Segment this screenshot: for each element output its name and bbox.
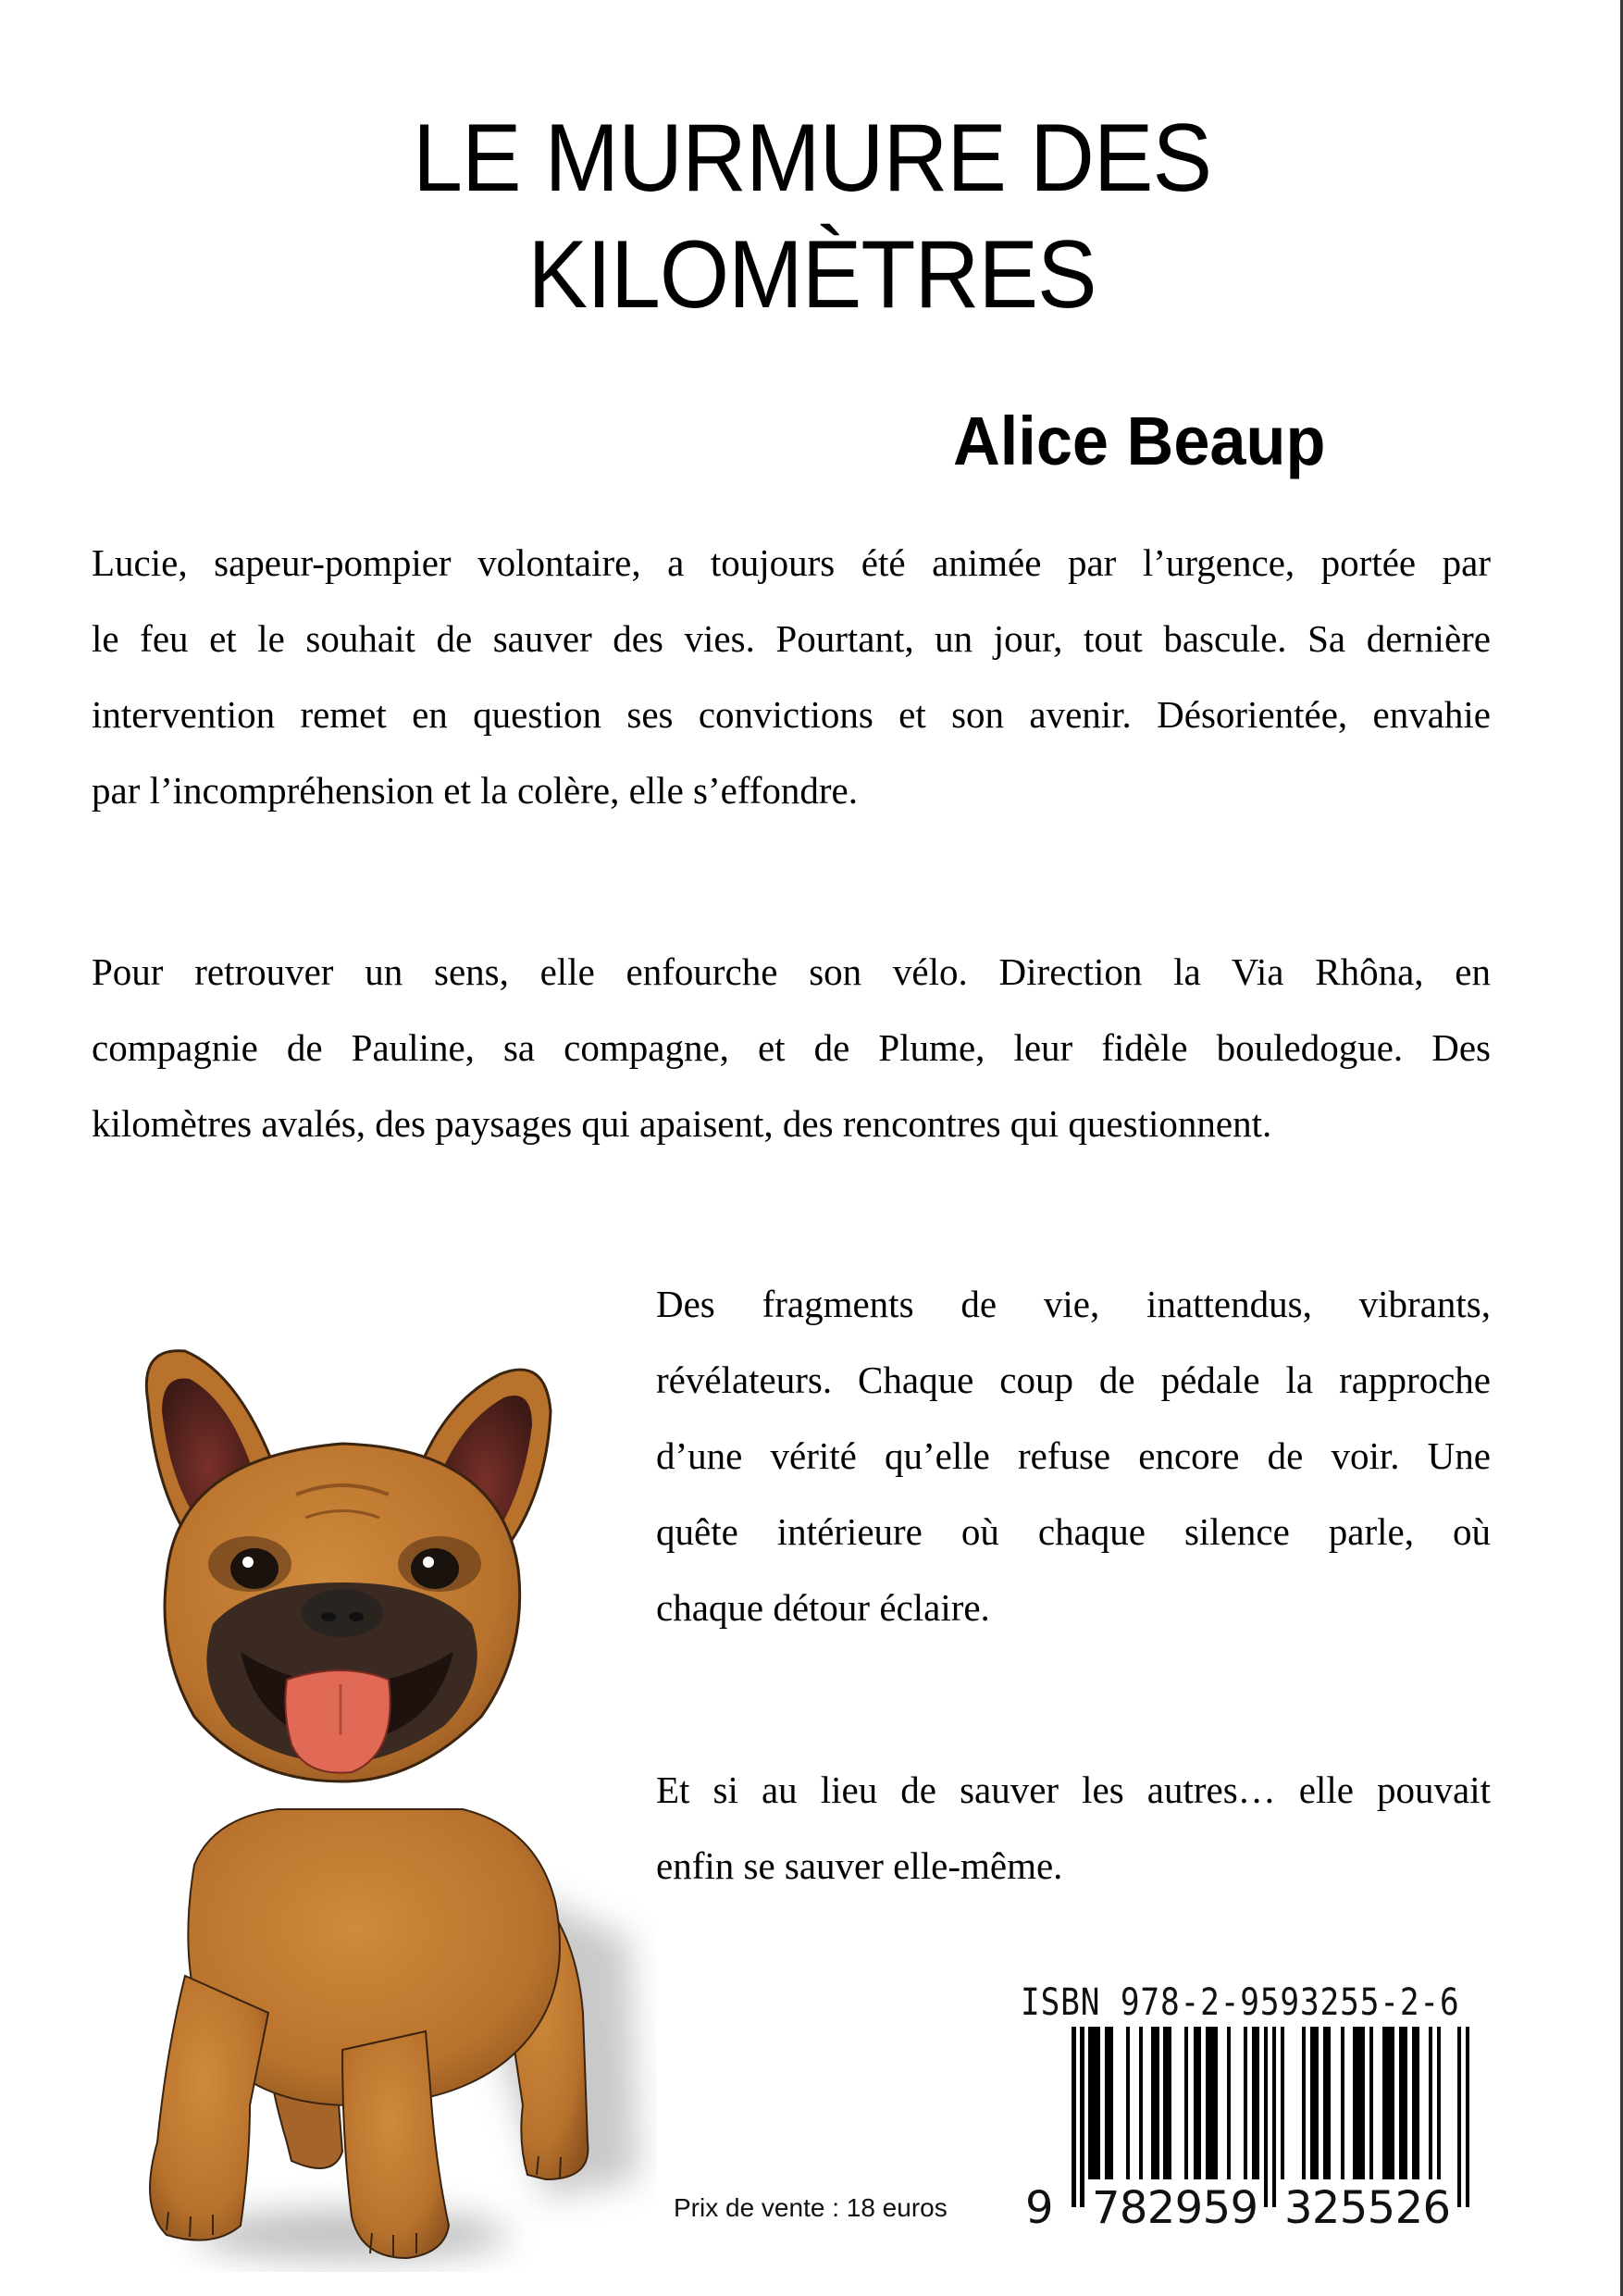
blurb-paragraph-4	[656, 1752, 1491, 1904]
text-line: Et si au lieu de sauver les autres… elle pouvait	[656, 1769, 1491, 1811]
ean13-barcode	[1018, 2027, 1499, 2240]
text-line: d’une vérité qu’elle refuse encore de voir. Une	[656, 1434, 1491, 1477]
text-line: enfin se sauver elle-même.	[656, 1844, 1063, 1887]
text-line: Lucie, sapeur-pompier volontaire, a toujours été animée par l’urgence, portée par	[92, 541, 1491, 584]
blurb-paragraph-1	[92, 525, 1491, 828]
text-line: Des fragments de vie, inattendus, vibrants,	[656, 1283, 1491, 1325]
text-line: par l’incompréhension et la colère, elle s’effondre.	[92, 769, 858, 812]
author-name: Alice Beaup	[953, 403, 1326, 479]
text-line: Pour retrouver un sens, elle enfourche son vélo. Direction la Via Rhôna, en	[92, 950, 1491, 993]
text-line: le feu et le souhait de sauver des vies. Pourtant, un jour, tout bascule. Sa dernière	[92, 617, 1491, 660]
text-line: compagnie de Pauline, sa compagne, et de Plume, leur fidèle bouledogue. Des	[92, 1026, 1491, 1069]
barcode-digits-right: 325526	[1284, 2182, 1451, 2234]
title-line-2: KILOMÈTRES	[527, 221, 1096, 329]
isbn-label: ISBN 978-2-9593255-2-6	[1021, 1981, 1460, 2024]
text-line: intervention remet en question ses convictions et son avenir. Désorientée, envahie	[92, 693, 1491, 736]
book-title	[57, 100, 1567, 333]
barcode-digit-first: 9	[1025, 2182, 1054, 2234]
barcode-digits-left: 782959	[1092, 2182, 1258, 2234]
title-line-1: LE MURMURE DES	[413, 105, 1212, 212]
text-line: quête intérieure où chaque silence parle, où	[656, 1510, 1491, 1553]
blurb-paragraph-2	[92, 934, 1491, 1161]
sale-price: Prix de vente : 18 euros	[674, 2193, 948, 2222]
french-bulldog-illustration	[111, 1347, 657, 2272]
text-line: révélateurs. Chaque coup de pédale la rapproche	[656, 1359, 1491, 1401]
text-line: chaque détour éclaire.	[656, 1586, 990, 1629]
blurb-paragraph-3	[656, 1266, 1491, 1645]
text-line: kilomètres avalés, des paysages qui apaisent, des rencontres qui questionnent.	[92, 1102, 1272, 1145]
